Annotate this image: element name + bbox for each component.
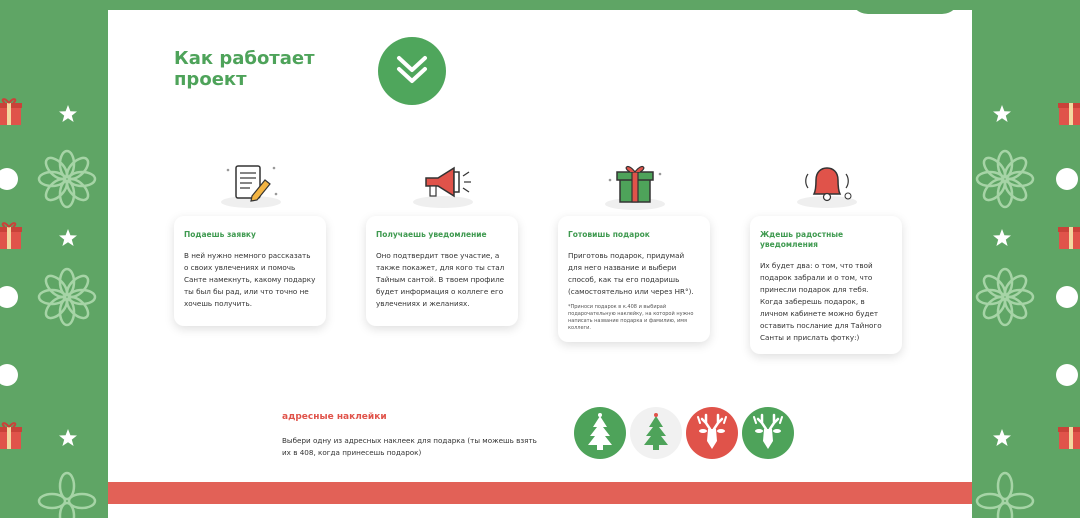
section-title [174, 48, 354, 90]
step-card-4 [750, 216, 902, 354]
dot-decor [1056, 364, 1078, 386]
gift-icon [1058, 420, 1080, 450]
tree-sticker-green[interactable] [574, 407, 626, 459]
bottom-red-band [108, 482, 972, 504]
star-icon [992, 428, 1012, 448]
main-content [108, 10, 972, 518]
christmas-tree-icon [574, 407, 626, 459]
step-text: Их будет два: о том, что твой подарок забрали и о том, что принесли подарок для тебя. Когда заберешь подарок, в личном кабинете можно будет оставить послание для Тайного Санты и прислать фотку:) [760, 261, 882, 342]
star-icon [58, 104, 78, 124]
dot-decor [0, 286, 18, 308]
gift-icon [0, 220, 22, 250]
snowflake-icon [36, 470, 98, 518]
gift-icon [0, 96, 22, 126]
step-card-2 [366, 216, 518, 326]
step-text: Оно подтвердит твое участие, а также покажет, для кого ты стал Тайным сантой. В твоем профиле будет информация о коллеге его увлечениях и желаниях. [376, 251, 505, 308]
gift-box-icon [600, 158, 670, 212]
megaphone-icon [408, 158, 478, 212]
snowflake-icon [974, 148, 1036, 210]
dot-decor [0, 168, 18, 190]
stickers-description: Выбери одну из адресных наклеек для подарка (ты можешь взять их в 408, когда принесешь подарок) [282, 436, 537, 457]
step-card-3 [558, 216, 710, 342]
dot-decor [1056, 286, 1078, 308]
step-title: Готовишь подарок [568, 230, 650, 239]
scroll-down-button[interactable] [378, 37, 446, 105]
left-decor-strip [0, 0, 108, 518]
step-text: В ней нужно немного рассказать о своих увлечениях и помочь Санте намекнуть, какому подарку ты был бы рад, или что точно не хочешь получить. [184, 251, 316, 308]
document-pencil-icon [216, 158, 286, 212]
bell-icon [792, 158, 862, 212]
gift-icon [1058, 220, 1080, 250]
deer-sticker-green[interactable] [742, 407, 794, 459]
deer-sticker-red[interactable] [686, 407, 738, 459]
double-chevron-down-icon [378, 37, 446, 105]
right-decor-strip [972, 0, 1080, 518]
deer-icon [686, 407, 738, 459]
tree-sticker-white[interactable] [630, 407, 682, 459]
dot-decor [1056, 168, 1078, 190]
snowflake-icon [36, 148, 98, 210]
dot-decor [0, 364, 18, 386]
section-title-line1: Как работает [174, 48, 315, 69]
step-text: Приготовь подарок, придумай для него название и выбери способ, как ты его подаришь (самостоятельно или через HR°). [568, 251, 694, 296]
deer-icon [742, 407, 794, 459]
snowflake-icon [974, 470, 1036, 518]
gift-icon [0, 420, 22, 450]
star-icon [58, 428, 78, 448]
snowflake-icon [36, 266, 98, 328]
step-title: Получаешь уведомление [376, 230, 487, 239]
step-title: Ждешь радостные уведомления [760, 230, 844, 249]
top-arc-decor [850, 10, 960, 14]
section-title-line2: проект [174, 69, 247, 90]
snowflake-icon [974, 266, 1036, 328]
stickers-title: адресные наклейки [282, 412, 387, 422]
step-card-1 [174, 216, 326, 326]
step-title: Подаешь заявку [184, 230, 256, 239]
star-icon [58, 228, 78, 248]
star-icon [992, 104, 1012, 124]
christmas-tree-icon [630, 407, 682, 459]
star-icon [992, 228, 1012, 248]
step-note: *Приноси подарок в к.408 и выбирай подарочательную наклейку, на которой нужно написать название подарка и фамилию, имя коллеги. [568, 304, 694, 331]
gift-icon [1058, 96, 1080, 126]
